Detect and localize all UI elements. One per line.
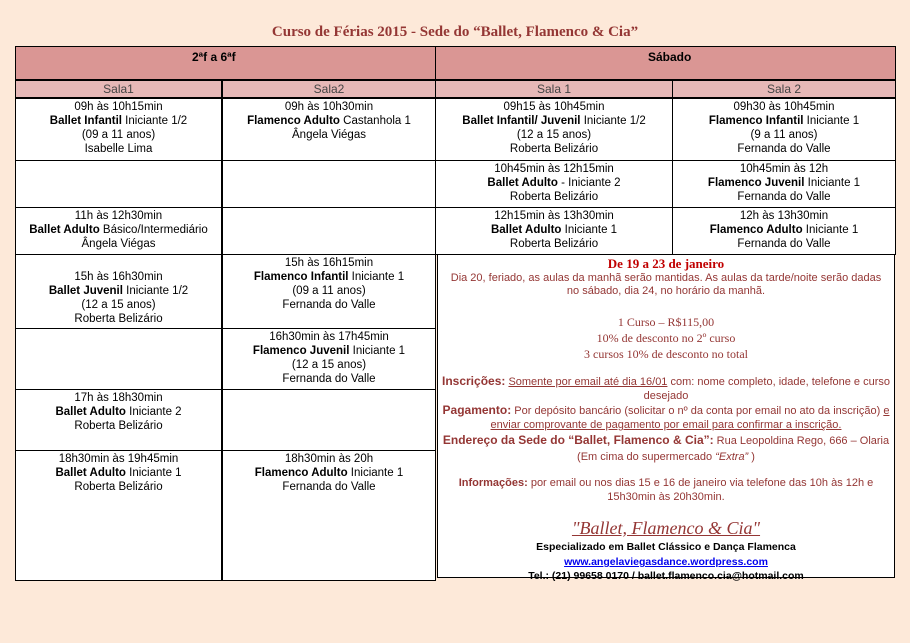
info-endereco-note xyxy=(438,450,894,464)
course-name: Ballet Adulto xyxy=(29,224,100,236)
course-name: Flamenco Adulto xyxy=(247,115,340,127)
class-course xyxy=(436,176,672,190)
room-header-sat1: Sala 1 xyxy=(435,80,673,98)
class-time: 12h15min às 13h30min xyxy=(494,210,614,222)
schedule-cell-wd-sala1 xyxy=(15,207,222,255)
course-level: Iniciante 1 xyxy=(804,177,861,189)
class-age: (12 a 15 anos) xyxy=(516,129,592,141)
info-endereco xyxy=(438,433,894,448)
endereco-note-post: ) xyxy=(748,451,755,463)
class-course xyxy=(436,223,672,237)
inscricoes-label: Inscrições: xyxy=(442,374,506,388)
course-level: Castanhola 1 xyxy=(339,115,411,127)
class-time: 09h às 10h15min xyxy=(74,101,163,113)
schedule-cell-sat-sala1 xyxy=(435,207,673,255)
course-name: Ballet Adulto xyxy=(487,177,558,189)
class-teacher: Isabelle Lima xyxy=(84,143,153,155)
class-time: 09h às 10h30min xyxy=(284,101,374,113)
class-age: (12 a 15 anos) xyxy=(291,359,367,371)
class-teacher: Fernanda do Valle xyxy=(737,143,831,155)
course-name: Ballet Adulto xyxy=(55,406,126,418)
class-time: 16h30min às 17h45min xyxy=(269,331,389,343)
schedule-cell-wd-sala2 xyxy=(222,254,436,329)
class-course xyxy=(16,466,221,480)
class-teacher: Roberta Belizário xyxy=(509,191,599,203)
course-name: Flamenco Adulto xyxy=(709,224,803,236)
schedule-cell-wd-sala2 xyxy=(222,160,436,208)
course-level: Iniciante 1 xyxy=(803,115,860,127)
class-teacher: Roberta Belizário xyxy=(74,313,163,325)
class-age: (09 a 11 anos) xyxy=(292,285,366,297)
course-name: Ballet Adulto xyxy=(55,467,126,479)
class-age: (9 a 11 anos) xyxy=(750,129,818,141)
course-level: Iniciante 1/2 xyxy=(580,115,646,127)
class-course xyxy=(16,114,221,128)
class-teacher: Fernanda do Valle xyxy=(282,373,376,385)
class-course xyxy=(223,344,435,358)
page-title: Curso de Férias 2015 - Sede do “Ballet, Flamenco & Cia” xyxy=(271,24,639,40)
class-time: 15h às 16h15min xyxy=(284,257,374,269)
class-time: 10h45min às 12h xyxy=(739,163,829,175)
course-name: Ballet Infantil/ Juvenil xyxy=(462,115,581,127)
schedule-cell-wd-sala1 xyxy=(15,389,222,451)
course-level: Iniciante 1 xyxy=(561,224,618,236)
course-name: Flamenco Juvenil xyxy=(252,345,350,357)
schedule-cell-sat-sala2 xyxy=(672,207,896,255)
header-weekdays-label: 2ªf a 6ªf xyxy=(192,50,236,64)
contact-info: Tel.: (21) 99658 0170 / ballet.flamenco.cia@hotmail.com xyxy=(528,570,804,582)
schedule-cell-wd-sala1 xyxy=(15,98,222,161)
info-pagamento xyxy=(438,403,894,432)
class-teacher: Roberta Belizário xyxy=(509,238,599,250)
course-level: Iniciante 1/2 xyxy=(121,115,188,127)
class-time: 18h30min às 19h45min xyxy=(58,453,179,465)
schedule-cell-wd-sala2 xyxy=(222,98,436,161)
pagamento-label: Pagamento: xyxy=(442,403,512,417)
room-header-sat2: Sala 2 xyxy=(672,80,896,98)
schedule-cell-wd-sala2 xyxy=(222,450,436,581)
info-inscricoes xyxy=(438,374,894,403)
schedule-cell-wd-sala1 xyxy=(15,160,222,208)
class-teacher: Fernanda do Valle xyxy=(282,299,376,311)
endereco-label: Endereço da Sede do “Ballet, Flamenco & Cia”: xyxy=(442,433,714,447)
class-course xyxy=(16,223,221,237)
class-course xyxy=(223,466,435,480)
course-level: - Iniciante 2 xyxy=(557,177,621,189)
course-name: Flamenco Infantil xyxy=(708,115,804,127)
schedule-cell-wd-sala2 xyxy=(222,389,436,451)
course-level: Iniciante 1 xyxy=(802,224,859,236)
pagamento-text: Por depósito bancário (solicitar o nº da conta por email no ato da inscrição) xyxy=(511,405,884,417)
class-teacher: Roberta Belizário xyxy=(74,481,163,493)
class-teacher: Fernanda do Valle xyxy=(737,191,831,203)
website-link[interactable]: www.angelaviegasdance.wordpress.com xyxy=(564,556,768,568)
class-time: 18h30min às 20h xyxy=(284,453,374,465)
endereco-note-extra: “Extra” xyxy=(715,451,749,463)
class-teacher: Ângela Viégas xyxy=(81,238,156,250)
info-holiday-note: Dia 20, feriado, as aulas da manhã serão mantidas. As aulas da tarde/noite serão dadas no sábado, dia 24, no horário da manhã. xyxy=(450,272,882,297)
course-level: Básico/Intermediário xyxy=(99,224,208,236)
course-name: Flamenco Infantil xyxy=(253,271,349,283)
informacoes-text: por email ou nos dias 15 e 16 de janeiro via telefone das 10h às 12h e 15h30min às 20h30min. xyxy=(527,477,874,503)
room-header-wd2: Sala2 xyxy=(222,80,436,98)
class-course xyxy=(16,405,221,419)
class-time: 09h30 às 10h45min xyxy=(733,101,835,113)
tagline: Especializado em Ballet Clássico e Dança Flamenca xyxy=(536,541,796,553)
course-level: Iniciante 1 xyxy=(349,345,406,357)
price-line-1: 1 Curso – R$115,00 xyxy=(617,315,715,329)
schedule-cell-sat-sala2 xyxy=(672,160,896,208)
schedule-cell-wd-sala1 xyxy=(15,450,222,581)
class-course xyxy=(16,284,221,298)
course-level: Iniciante 1 xyxy=(125,467,182,479)
course-level: Iniciante 1 xyxy=(348,271,405,283)
course-name: Flamenco Adulto xyxy=(254,467,348,479)
schedule-cell-wd-sala2 xyxy=(222,207,436,255)
class-time: 10h45min às 12h15min xyxy=(494,163,614,175)
inscricoes-deadline: Somente por email até dia 16/01 xyxy=(508,376,668,388)
class-course xyxy=(673,114,895,128)
endereco-text: Rua Leopoldina Rego, 666 – Olaria xyxy=(713,435,890,447)
class-age: (09 a 11 anos) xyxy=(81,129,156,141)
class-time: 17h às 18h30min xyxy=(74,392,163,404)
class-time: 11h às 12h30min xyxy=(74,210,163,222)
room-header-wd1: Sala1 xyxy=(15,80,222,98)
course-name: Ballet Adulto xyxy=(490,224,562,236)
class-course xyxy=(223,114,435,128)
class-age: (12 a 15 anos) xyxy=(81,299,156,311)
schedule-cell-sat-sala1 xyxy=(435,98,673,161)
class-time: 12h às 13h30min xyxy=(739,210,829,222)
class-teacher: Fernanda do Valle xyxy=(737,238,831,250)
class-teacher: Ângela Viégas xyxy=(292,129,366,141)
header-weekdays xyxy=(15,46,436,80)
inscricoes-text: com: nome completo, idade, telefone e curso desejado xyxy=(643,376,891,402)
class-course xyxy=(673,223,895,237)
info-dates: De 19 a 23 de janeiro xyxy=(607,256,725,271)
class-teacher: Fernanda do Valle xyxy=(282,481,376,493)
info-panel xyxy=(437,254,895,582)
class-teacher: Roberta Belizário xyxy=(74,420,163,432)
class-course xyxy=(223,270,435,284)
course-level: Iniciante 2 xyxy=(125,406,182,418)
class-course xyxy=(673,176,895,190)
course-level: Iniciante 1/2 xyxy=(122,285,189,297)
info-informacoes xyxy=(438,476,894,504)
schedule-cell-wd-sala2 xyxy=(222,328,436,390)
course-name: Ballet Infantil xyxy=(49,115,122,127)
class-teacher: Roberta Belizário xyxy=(509,143,599,155)
informacoes-label: Informações: xyxy=(458,477,528,489)
course-name: Flamenco Juvenil xyxy=(707,177,805,189)
class-course xyxy=(436,114,672,128)
pagamento-text-2: e enviar comprovante de pagamento por email para confirmar a inscrição. xyxy=(490,405,890,431)
price-line-2: 10% de desconto no 2º curso xyxy=(596,331,736,345)
brand-logo: "Ballet, Flamenco & Cia" xyxy=(571,518,761,538)
course-level: Iniciante 1 xyxy=(347,467,404,479)
schedule-cell-wd-sala1 xyxy=(15,254,222,329)
schedule-cell-sat-sala1 xyxy=(435,160,673,208)
header-saturday xyxy=(435,46,896,80)
class-time: 09h15 às 10h45min xyxy=(503,101,605,113)
course-name: Ballet Juvenil xyxy=(48,285,123,297)
schedule-cell-wd-sala1 xyxy=(15,328,222,390)
endereco-note-pre: (Em cima do supermercado xyxy=(577,451,716,463)
header-saturday-label: Sábado xyxy=(648,50,692,64)
schedule-cell-sat-sala2 xyxy=(672,98,896,161)
price-line-3: 3 cursos 10% de desconto no total xyxy=(584,347,748,361)
class-time: 15h às 16h30min xyxy=(74,271,163,283)
